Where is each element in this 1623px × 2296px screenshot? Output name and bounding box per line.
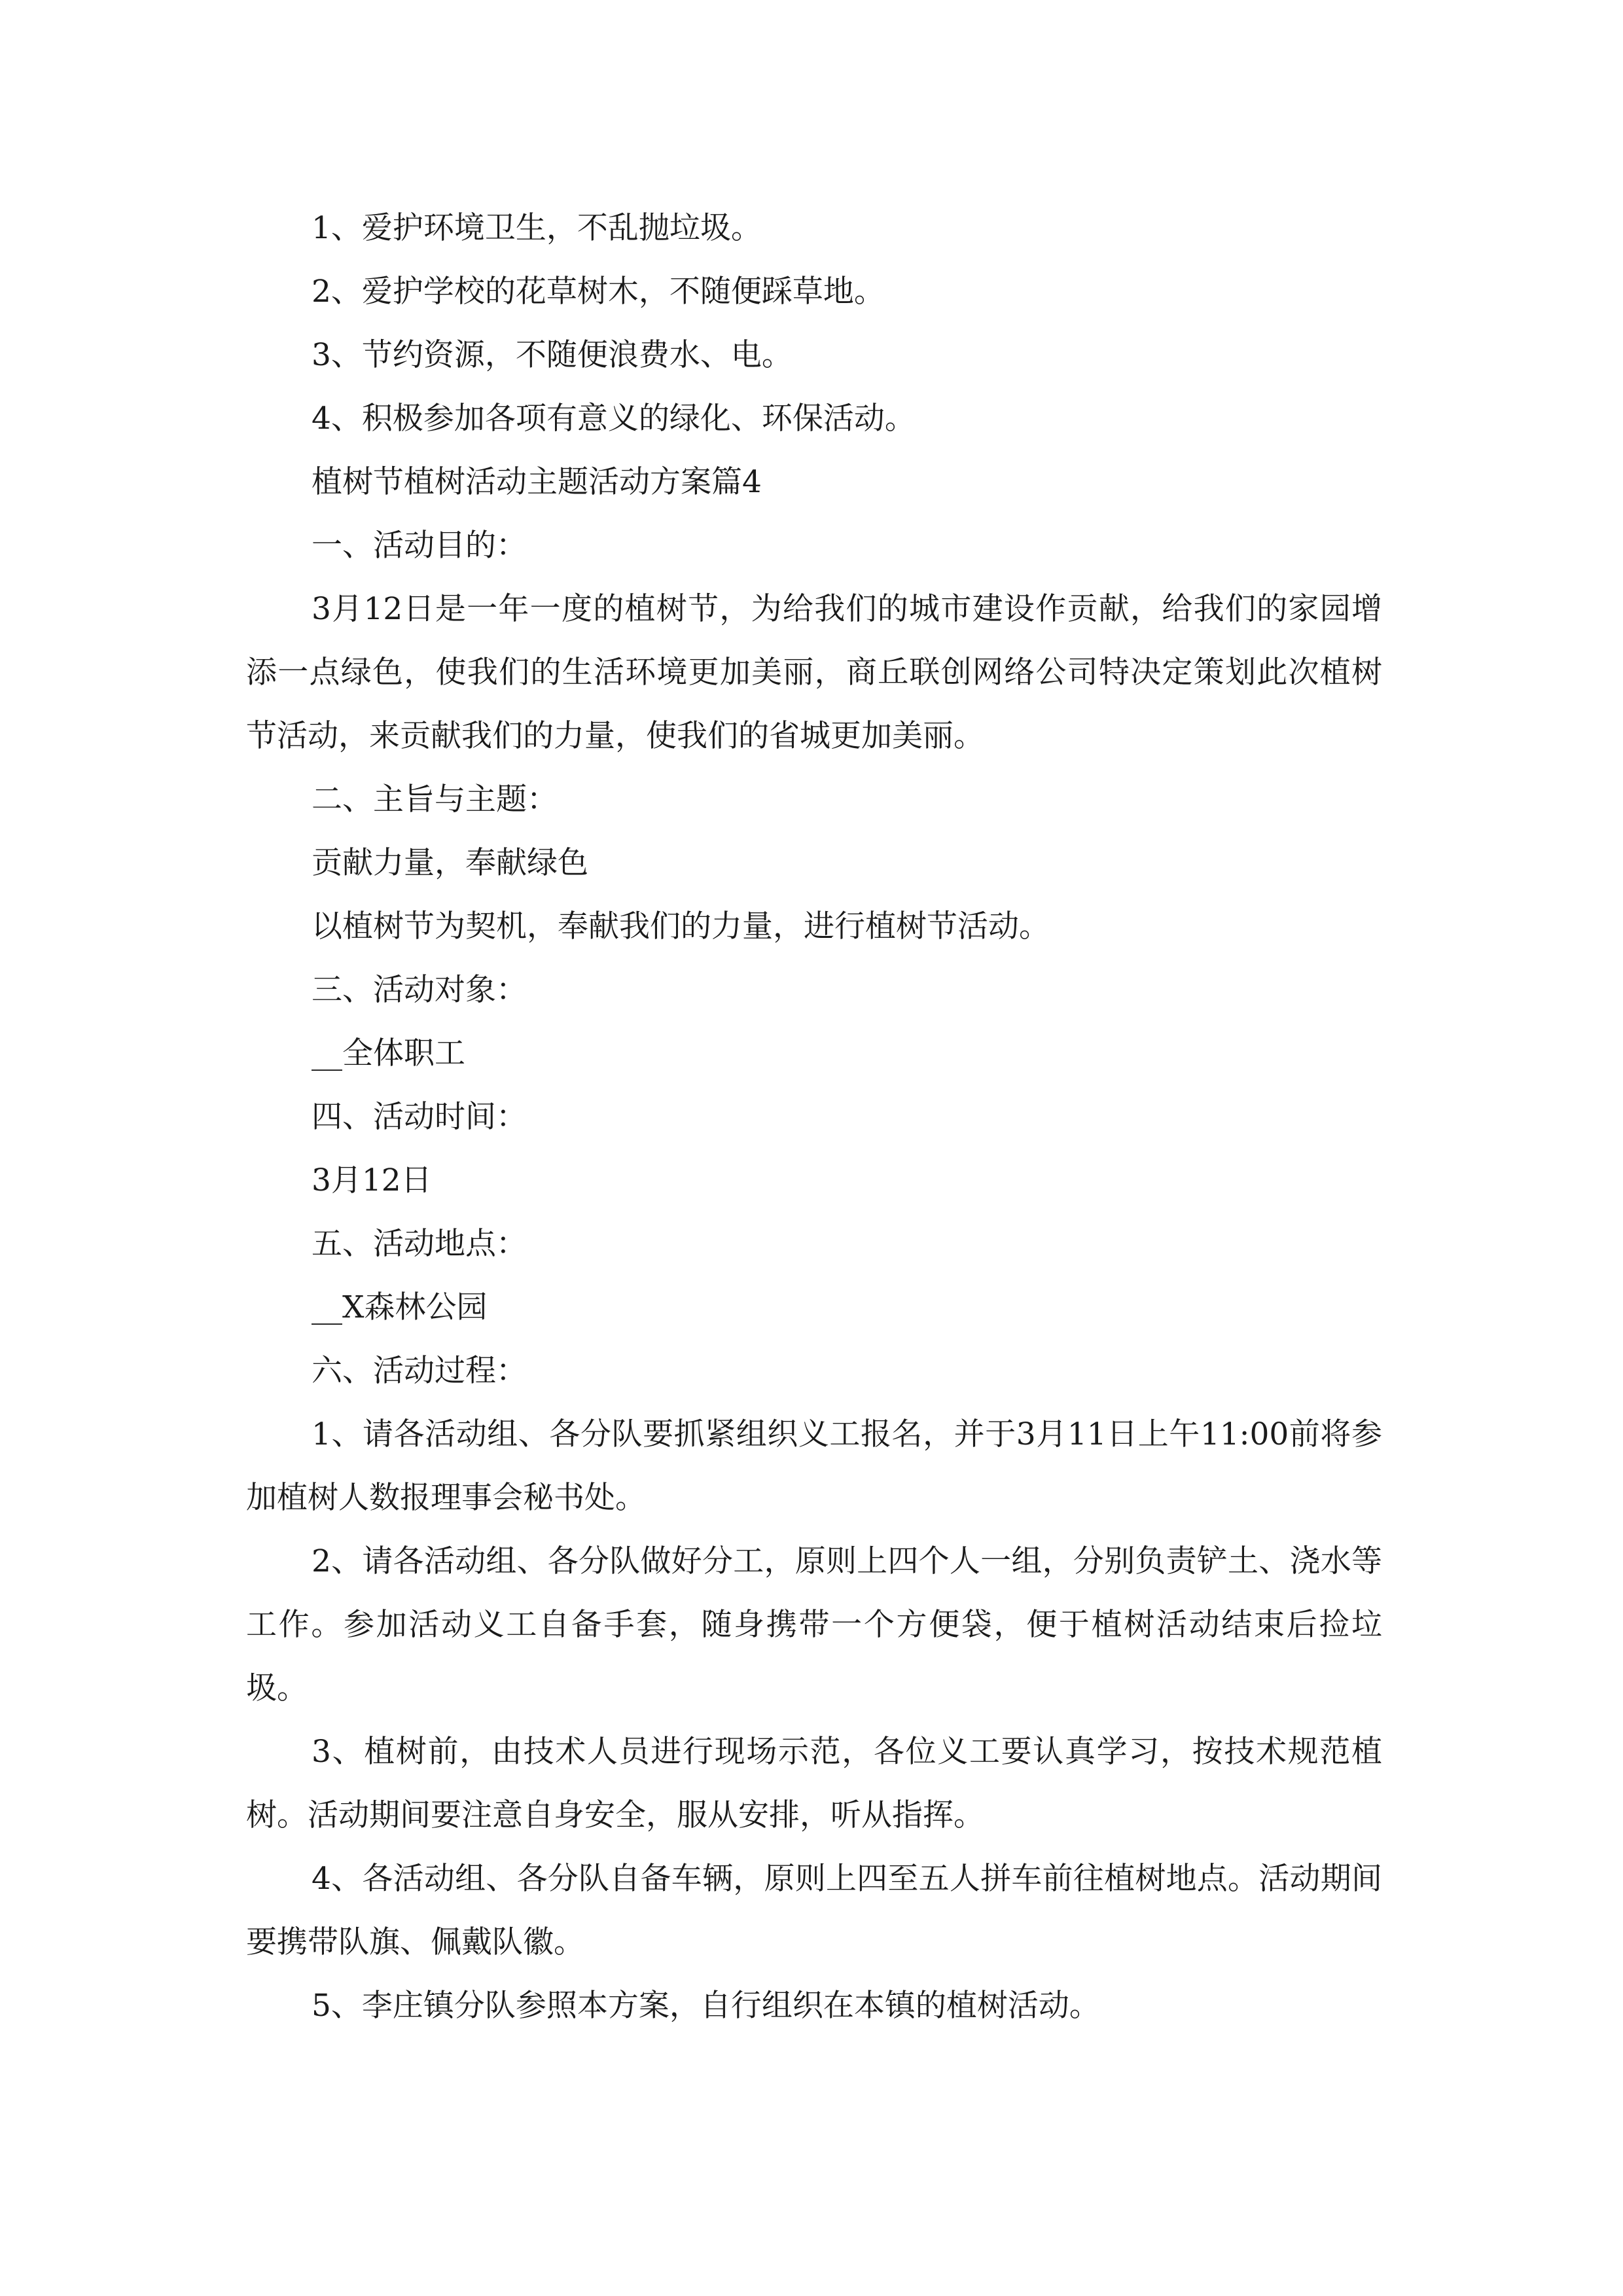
process-step-5: 5、李庄镇分队参照本方案，自行组织在本镇的植树活动。 (312, 1988, 1100, 2024)
paragraph-participants: __全体职工 (312, 1035, 465, 1071)
paragraph-theme-slogan: 贡献力量，奉献绿色 (312, 845, 588, 881)
process-step-4: 4、各活动组、各分队自备车辆，原则上四至五人拼车前往植树地点。活动期间要携带队旗、佩戴队徽。 (246, 1861, 1382, 1960)
heading-theme: 二、主旨与主题： (312, 781, 558, 817)
heading-activity-purpose: 一、活动目的： (312, 528, 527, 564)
list-item-care-environment: 1、爱护环境卫生，不乱抛垃圾。 (312, 210, 762, 246)
document-body (246, 196, 1382, 2037)
paragraph-time: 3月12日 (312, 1162, 432, 1198)
paragraph-location: __X森林公园 (312, 1289, 488, 1325)
process-step-1: 1、请各活动组、各分队要抓紧组织义工报名，并于3月11日上午11:00前将参加植树人数报理事会秘书处。 (246, 1416, 1382, 1516)
heading-participants: 三、活动对象： (312, 972, 527, 1008)
heading-location: 五、活动地点： (312, 1226, 527, 1262)
list-item-save-resources: 3、节约资源，不随便浪费水、电。 (312, 337, 793, 373)
process-step-3: 3、植树前，由技术人员进行现场示范，各位义工要认真学习，按技术规范植树。活动期间要注意自身安全，服从安排，听从指挥。 (246, 1734, 1382, 1833)
list-item-join-activities: 4、积极参加各项有意义的绿化、环保活动。 (312, 401, 916, 437)
paragraph-purpose-text: 3月12日是一年一度的植树节，为给我们的城市建设作贡献，给我们的家园增添一点绿色，使我们的生活环境更加美丽，商丘联创网络公司特决定策划此次植树节活动，来贡献我们的力量，使我们的省城更加美丽。 (246, 591, 1382, 754)
list-item-care-plants: 2、爱护学校的花草树木，不随便踩草地。 (312, 274, 885, 310)
section-title-plan-4: 植树节植树活动主题活动方案篇4 (312, 464, 762, 500)
heading-time: 四、活动时间： (312, 1099, 527, 1135)
heading-process: 六、活动过程： (312, 1353, 527, 1389)
paragraph-theme-text: 以植树节为契机，奉献我们的力量，进行植树节活动。 (312, 908, 1050, 944)
process-step-2: 2、请各活动组、各分队做好分工，原则上四个人一组，分别负责铲土、浇水等工作。参加活动义工自备手套，随身携带一个方便袋，便于植树活动结束后捡垃圾。 (246, 1543, 1382, 1706)
